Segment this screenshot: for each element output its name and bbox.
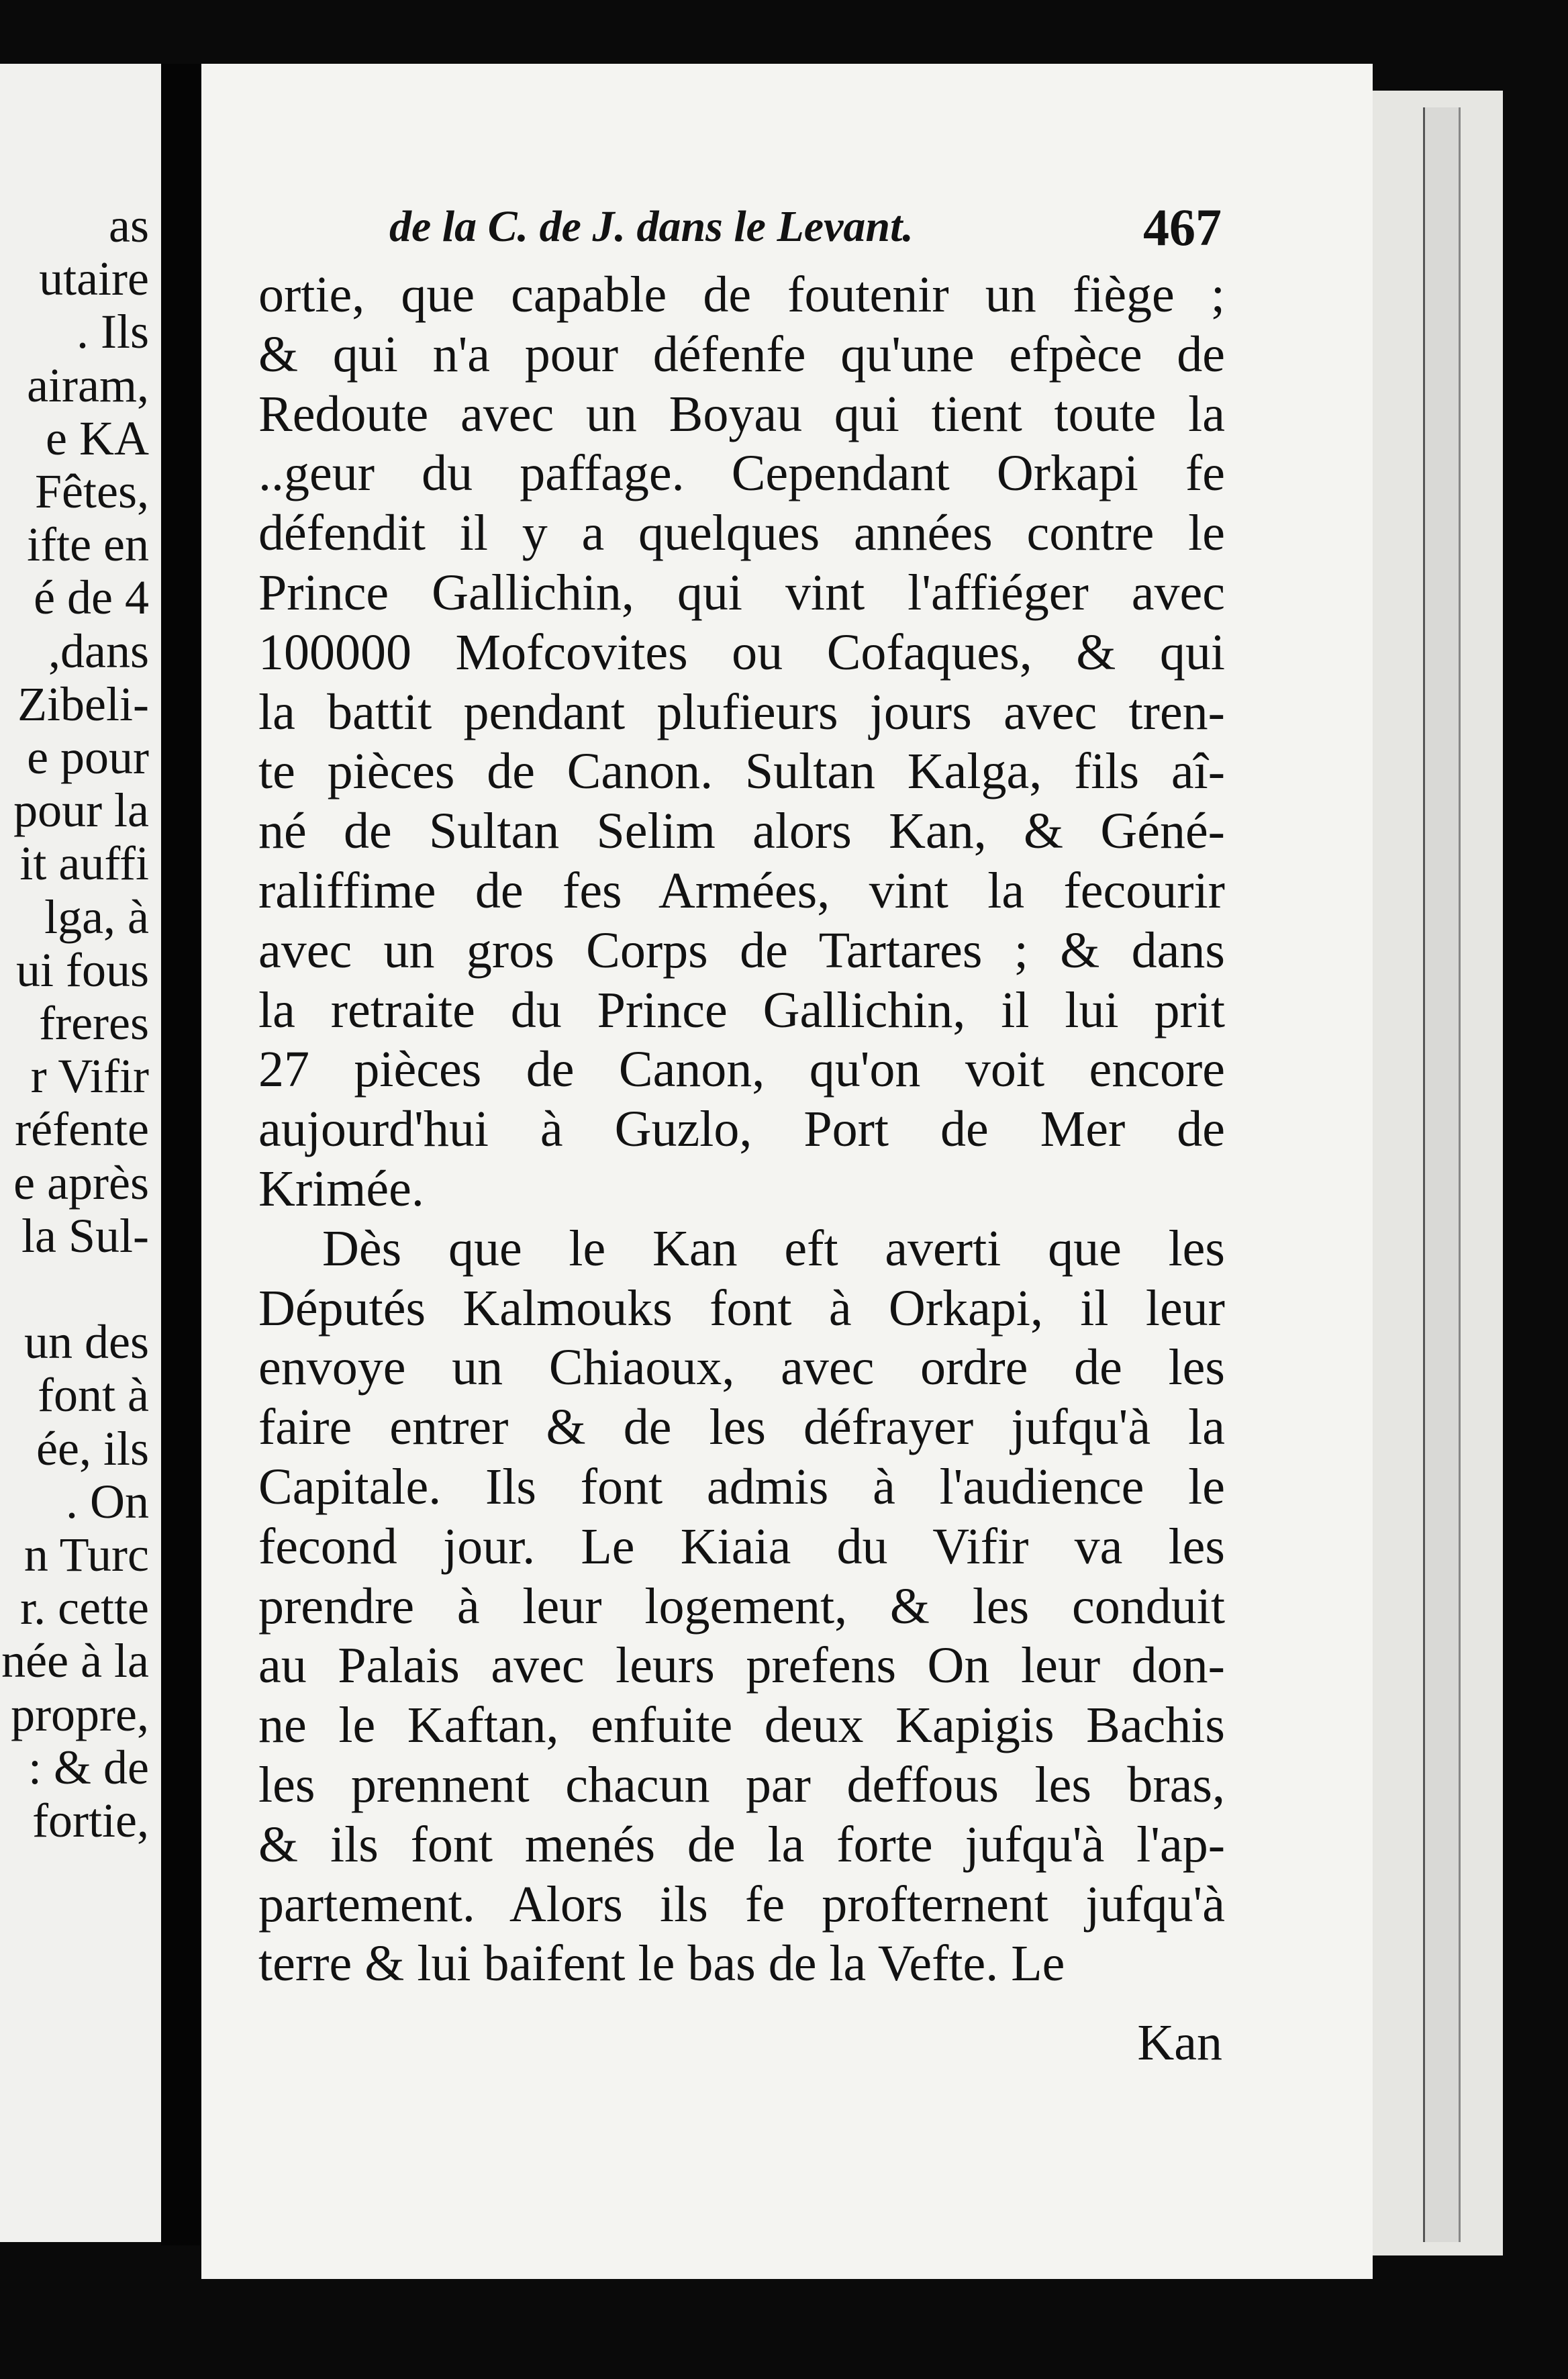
text-line: Capitale. Ils font admis à l'audience le xyxy=(258,1458,1225,1515)
text-line: Krimée. xyxy=(258,1160,424,1217)
text-line: 27 pièces de Canon, qu'on voit encore xyxy=(258,1041,1225,1098)
left-page-line: r. cette xyxy=(20,1581,149,1635)
left-page-line: it auffi xyxy=(19,836,149,891)
left-page-line: e pour xyxy=(27,730,149,784)
text-line: la retraite du Prince Gallichin, il lui prit xyxy=(258,981,1225,1038)
text-line: 100000 Mofcovites ou Cofaques, & qui xyxy=(258,624,1225,681)
left-page-line: e après xyxy=(13,1155,149,1210)
text-line: avec un gros Corps de Tartares ; & dans xyxy=(258,922,1225,979)
left-facing-page xyxy=(0,64,161,2242)
left-page-line: réfente xyxy=(15,1102,149,1157)
left-page-line: ée, ils xyxy=(36,1421,149,1475)
text-line: ortie, que capable de foutenir un fiège ; xyxy=(258,266,1225,323)
text-line: terre & lui baifent le bas de la Vefte. Le xyxy=(258,1935,1065,1992)
text-line: envoye un Chiaoux, avec ordre de les xyxy=(258,1339,1225,1396)
body-text xyxy=(258,265,1225,1994)
left-page-line: freres xyxy=(39,996,149,1050)
text-line: Dès que le Kan eft averti que les xyxy=(322,1220,1225,1277)
text-line: & qui n'a pour défenfe qu'une efpèce de xyxy=(258,326,1225,383)
page-number: 467 xyxy=(1143,198,1222,256)
text-line: faire entrer & de les défrayer jufqu'à la xyxy=(258,1399,1225,1456)
text-line: fecond jour. Le Kiaia du Vifir va les xyxy=(258,1518,1225,1575)
catchword: Kan xyxy=(1137,2014,1222,2071)
left-page-line: é de 4 xyxy=(34,571,149,625)
left-page-line: ui fous xyxy=(16,942,149,997)
page-edges-inner xyxy=(1423,107,1461,2242)
text-line: partement. Alors ils fe profternent jufqu'à xyxy=(258,1876,1225,1933)
left-page-line: pour la xyxy=(13,783,149,838)
left-page-line: . Ils xyxy=(77,305,149,359)
left-page-line: propre, xyxy=(11,1687,149,1741)
text-line: aujourd'hui à Guzlo, Port de Mer de xyxy=(258,1101,1225,1158)
left-page-line: née à la xyxy=(1,1634,149,1688)
left-page-line: n Turc xyxy=(23,1528,149,1582)
running-head: de la C. de J. dans le Levant. xyxy=(389,202,914,251)
left-page-line: Zibeli- xyxy=(17,677,149,731)
left-page-line: . On xyxy=(66,1474,149,1528)
left-page-line: ,dans xyxy=(48,624,149,678)
left-page-line: Fêtes, xyxy=(35,465,149,518)
left-page-line: r Vifir xyxy=(30,1049,149,1104)
text-line: les prennent chacun par deffous les bras, xyxy=(258,1756,1225,1813)
text-line: Prince Gallichin, qui vint l'affiéger avec xyxy=(258,564,1225,621)
left-page-line: font à xyxy=(38,1368,149,1422)
left-page-line: airam, xyxy=(27,358,149,412)
left-page-line: la Sul- xyxy=(21,1208,149,1263)
left-page-line: as xyxy=(109,199,149,252)
page-header xyxy=(389,198,1222,256)
text-line: & ils font menés de la forte jufqu'à l'ap- xyxy=(258,1816,1225,1873)
left-page-line: lga, à xyxy=(44,889,149,944)
left-page-line: e KA xyxy=(46,411,149,465)
text-line: défendit il y a quelques années contre le xyxy=(258,505,1225,562)
text-line: raliffime de fes Armées, vint la fecourir xyxy=(258,862,1225,919)
text-line: au Palais avec leurs prefens On leur don- xyxy=(258,1637,1225,1694)
left-page-line: utaire xyxy=(39,252,149,306)
text-line: né de Sultan Selim alors Kan, & Géné- xyxy=(258,803,1225,860)
left-page-line: ifte en xyxy=(27,518,149,572)
text-line: la battit pendant plufieurs jours avec tren- xyxy=(258,683,1225,740)
left-page-line: un des xyxy=(24,1315,149,1369)
text-line: prendre à leur logement, & les conduit xyxy=(258,1577,1225,1635)
text-line: Députés Kalmouks font à Orkapi, il leur xyxy=(258,1279,1225,1337)
left-page-line: : & de xyxy=(28,1740,149,1794)
text-line: ne le Kaftan, enfuite deux Kapigis Bachis xyxy=(258,1697,1225,1754)
text-line: Redoute avec un Boyau qui tient toute la xyxy=(258,385,1225,442)
left-page-line: fortie, xyxy=(32,1794,149,1847)
text-line: te pièces de Canon. Sultan Kalga, fils aî- xyxy=(258,743,1225,800)
text-line: ..geur du paffage. Cependant Orkapi fe xyxy=(258,445,1225,502)
